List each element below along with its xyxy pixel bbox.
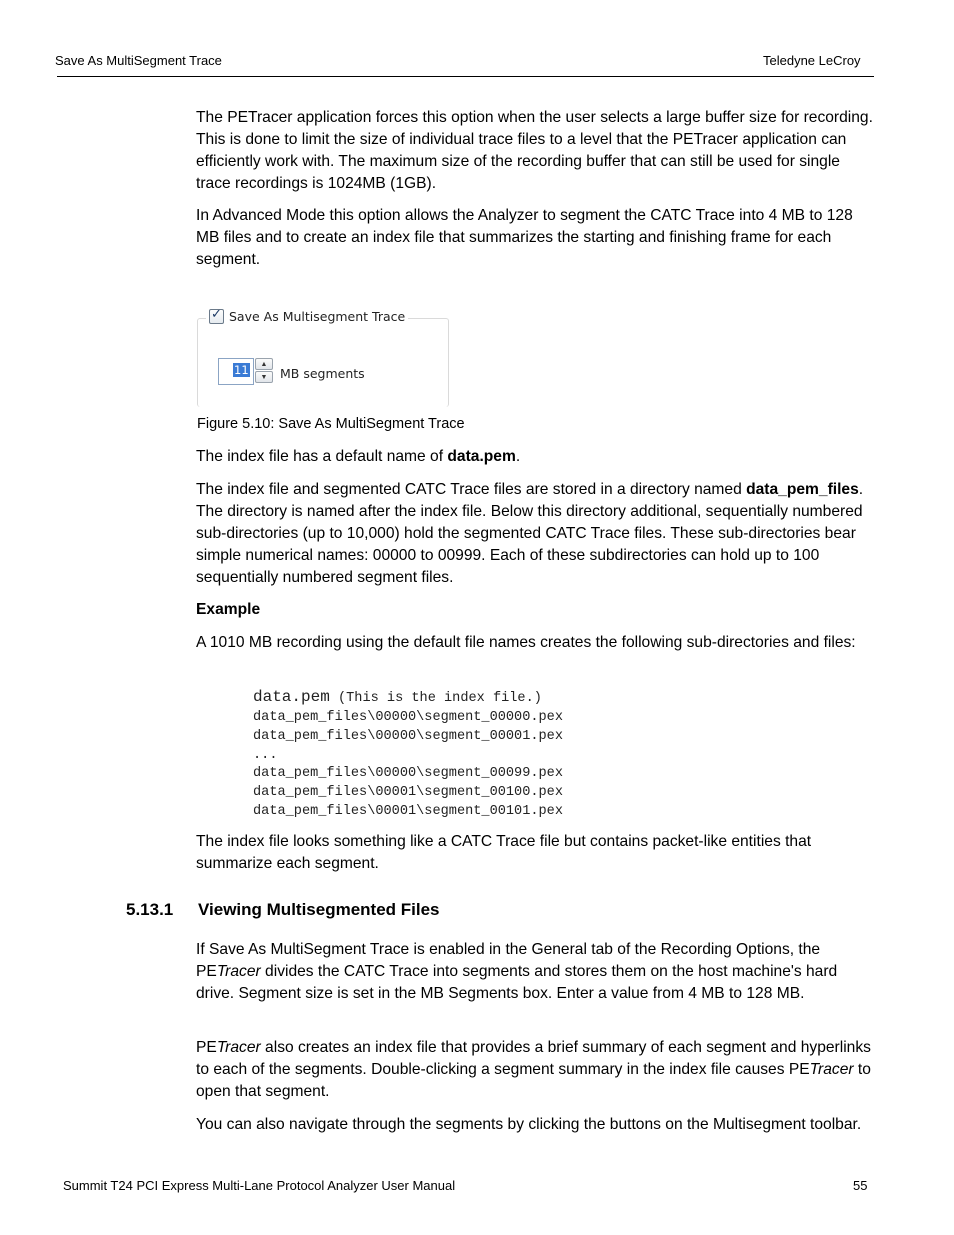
paragraph-intro: The PETracer application forces this option when the user selects a large buffer size for recording. This is done to limit the size of individual trace files to a level that the PETracer application can efficiently work with. The maximum size of the recording buffer that can still be used for single trace recordings is 1024MB (1GB). (196, 109, 873, 192)
code-line-index: data.pem (This is the index file.) (253, 688, 542, 706)
paragraph-default-name: The index file has a default name of data.pem. (196, 448, 521, 465)
checkbox-label: Save As Multisegment Trace (229, 309, 406, 324)
mb-segments-input[interactable] (218, 358, 254, 385)
mb-segments-value: 11 (234, 363, 249, 377)
header-title: Save As MultiSegment Trace (55, 53, 222, 68)
section-title: Viewing Multisegmented Files (198, 900, 440, 919)
spin-up-icon[interactable]: ▲ (255, 358, 273, 370)
code-line: data_pem_files\00000\segment_00099.pex (253, 766, 563, 781)
code-line: data_pem_files\00001\segment_00101.pex (253, 804, 563, 819)
footer-title: Summit T24 PCI Express Multi-Lane Protocol Analyzer User Manual (63, 1178, 456, 1193)
mb-segments-label: MB segments (280, 366, 365, 381)
paragraph-advanced-mode: In Advanced Mode this option allows the Analyzer to segment the CATC Trace into 4 MB to 128 MB files and to create an index file that summarizes the starting and finishing frame for each segment. (196, 207, 853, 268)
figure-caption: Figure 5.10: Save As MultiSegment Trace (197, 416, 465, 432)
checkbox-checked-icon[interactable] (209, 309, 224, 324)
mb-segments-stepper[interactable] (255, 358, 273, 384)
example-heading: Example (196, 601, 261, 618)
save-multisegment-checkbox[interactable] (206, 309, 408, 324)
paragraph-index-description: The index file looks something like a CATC Trace file but contains packet-like entities that summarize each segment. (196, 833, 812, 872)
paragraph-example: A 1010 MB recording using the default file names creates the following sub-directories and files: (196, 634, 856, 651)
section-number: 5.13.1 (126, 900, 174, 919)
paragraph-directory: The index file and segmented CATC Trace files are stored in a directory named data_pem_files. The directory is named after the index file. Below this directory additional, sequentially numbered sub-directories (up to 10,000) hold the segmented CATC Trace files. These sub-directories bear simple numerical names: 00000 to 00999. Each of these subdirectories can hold up to 100 sequentially numbered segment files. (196, 481, 864, 586)
code-line: data_pem_files\00000\segment_00001.pex (253, 729, 563, 744)
paragraph-viewing: If Save As MultiSegment Trace is enabled in the General tab of the Recording Options, the PETracer divides the CATC Trace into segments and stores them on the host machine's hard drive. Segment size is set in the MB Segments box. Enter a value from 4 MB to 128 MB. (196, 941, 838, 1002)
header-company: Teledyne LeCroy (763, 53, 861, 68)
code-line: ... (253, 748, 278, 763)
code-line: data_pem_files\00001\segment_00100.pex (253, 785, 563, 800)
page-number: 55 (853, 1178, 868, 1193)
spin-down-icon[interactable]: ▼ (255, 371, 273, 383)
code-line: data_pem_files\00000\segment_00000.pex (253, 710, 563, 725)
paragraph-toolbar: You can also navigate through the segments by clicking the buttons on the Multisegment toolbar. (196, 1116, 862, 1133)
paragraph-index-links: PETracer also creates an index file that provides a brief summary of each segment and hyperlinks to each of the segments. Double-clicking a segment summary in the index file causes PETracer to open that segment. (196, 1039, 871, 1100)
header-rule (57, 76, 874, 77)
